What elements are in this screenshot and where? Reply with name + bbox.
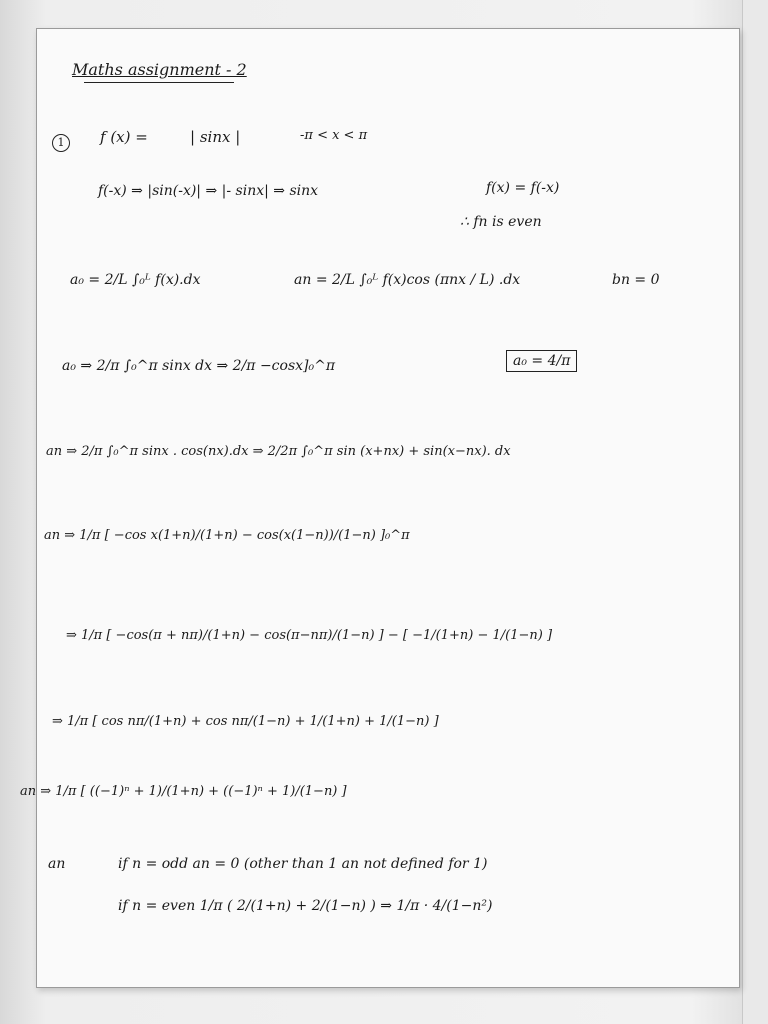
domain-range: -π < x < π	[300, 128, 368, 143]
bn-definition: bn = 0	[612, 272, 660, 288]
an-calculation-4: ⇒ 1/π [ cos nπ/(1+n) + cos nπ/(1−n) + 1/(1+n) + 1/(1−n) ]	[52, 714, 439, 729]
an-definition: an = 2/L ∫₀ᴸ f(x)cos (πnx / L) .dx	[294, 272, 521, 288]
a0-calculation: a₀ ⇒ 2/π ∫₀^π sinx dx ⇒ 2/π −cosx]₀^π	[62, 358, 336, 374]
a0-definition: a₀ = 2/L ∫₀ᴸ f(x).dx	[70, 272, 201, 288]
even-equality: f(x) = f(-x)	[486, 180, 560, 196]
function-definition: f (x) =	[100, 128, 148, 146]
an-calculation-2: an ⇒ 1/π [ −cos x(1+n)/(1+n) − cos(x(1−n))/(1−n) ]₀^π	[44, 528, 410, 543]
abs-sin: | sinx |	[190, 128, 241, 146]
notebook-back-sheet	[742, 0, 768, 1024]
an-even-case: if n = even 1/π ( 2/(1+n) + 2/(1−n) ) ⇒ 1/π · 4/(1−n²)	[118, 898, 493, 914]
an-case-label: an	[48, 856, 66, 872]
handwritten-page	[36, 28, 740, 988]
title-underline	[84, 82, 234, 83]
an-calculation-3: ⇒ 1/π [ −cos(π + nπ)/(1+n) − cos(π−nπ)/(1−n) ] − [ −1/(1+n) − 1/(1−n) ]	[66, 628, 553, 643]
even-check: f(-x) ⇒ |sin(-x)| ⇒ |- sinx| ⇒ sinx	[98, 183, 319, 199]
page-title: Maths assignment - 2	[72, 60, 247, 79]
even-conclusion: ∴ fn is even	[460, 214, 542, 230]
question-number: 1	[52, 134, 70, 152]
an-odd-case: if n = odd an = 0 (other than 1 an not defined for 1)	[118, 856, 488, 872]
an-calculation-5: an ⇒ 1/π [ ((−1)ⁿ + 1)/(1+n) + ((−1)ⁿ + 1)/(1−n) ]	[20, 784, 347, 799]
a0-result-box: a₀ = 4/π	[506, 350, 577, 372]
an-calculation-1: an ⇒ 2/π ∫₀^π sinx . cos(nx).dx ⇒ 2/2π ∫₀^π sin (x+nx) + sin(x−nx). dx	[46, 444, 511, 459]
